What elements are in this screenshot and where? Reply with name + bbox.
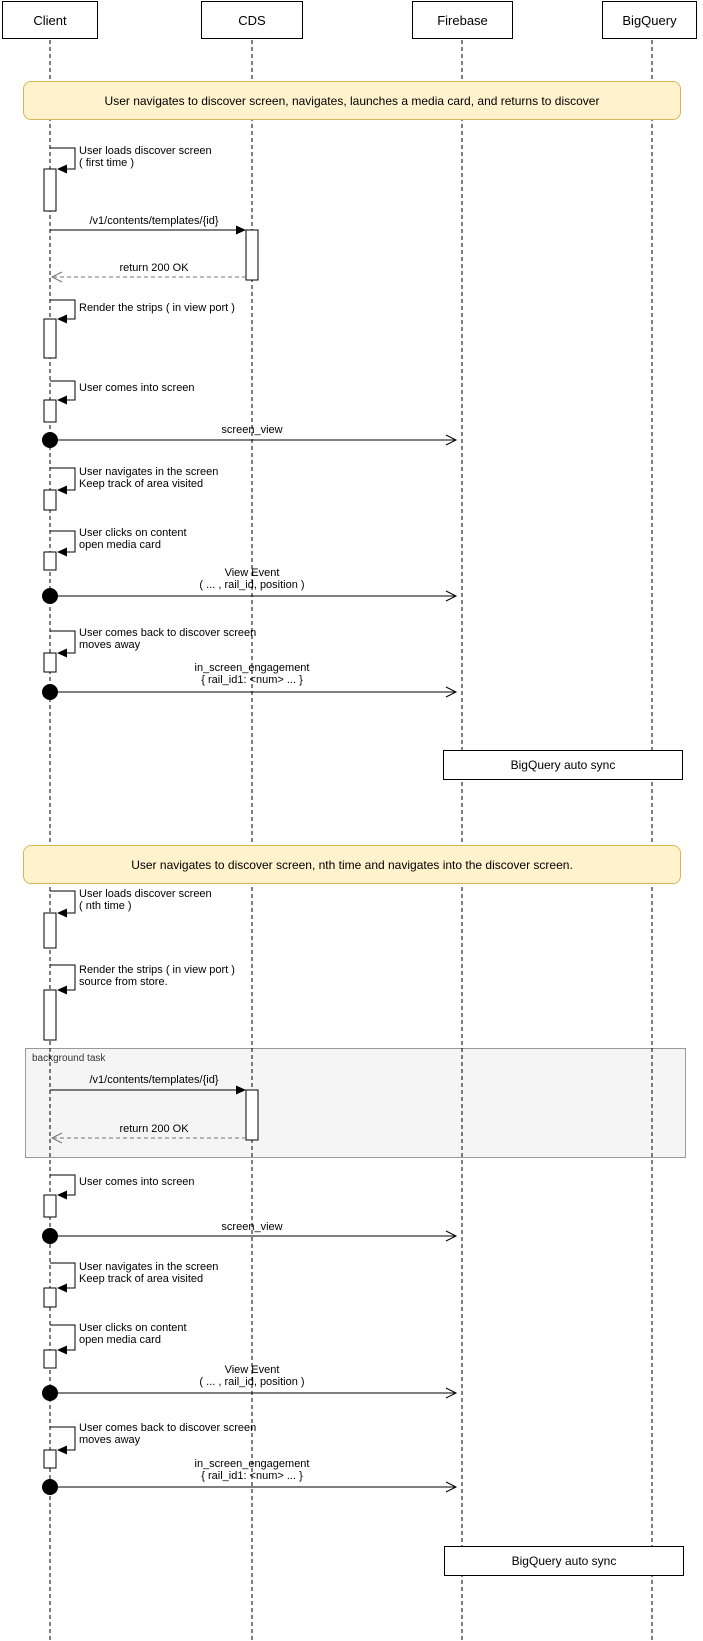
actor-client-label: Client: [33, 12, 67, 28]
label-api-return-1: return 200 OK: [119, 262, 189, 274]
activation-client-comes-back-2: [44, 1450, 56, 1468]
scenario-2-banner: [23, 845, 681, 884]
label-engagement-1: [195, 662, 310, 686]
label-view-event-2: [199, 1364, 304, 1388]
label-comes-back-1-line1: User comes back to discover screen: [79, 627, 257, 639]
label-comes-back-2-line2: moves away: [79, 1434, 141, 1446]
activation-client-render-2: [44, 990, 56, 1040]
label-navigates-2: [79, 1261, 218, 1285]
label-navigates-1-line1: User navigates in the screen: [79, 466, 219, 478]
scenario-1-banner: [23, 81, 681, 120]
activation-client-comes-back-1: [44, 653, 56, 672]
label-comes-back-2-line1: User comes back to discover screen: [79, 1422, 257, 1434]
label-comes-back-1-line2: moves away: [79, 639, 141, 651]
label-render-2-line2: source from store.: [79, 976, 168, 988]
label-engagement-1-line1: in_screen_engagement: [194, 662, 310, 674]
actor-firebase-label: Firebase: [437, 12, 488, 28]
arrowhead-api-call-2: [236, 1086, 246, 1095]
activation-client-navigates-1: [44, 490, 56, 510]
label-api-call-2: /v1/contents/templates/{id}: [89, 1074, 219, 1086]
activation-client-clicks-2: [44, 1350, 56, 1368]
label-view-event-2-line1: View Event: [224, 1364, 280, 1376]
label-view-event-1-line2: ( ... , rail_id, position ): [199, 579, 305, 591]
activation-client-render-1: [44, 319, 56, 358]
label-clicks-1-line2: open media card: [79, 539, 161, 551]
label-engagement-1-line2: { rail_id1: <num> ... }: [201, 674, 303, 686]
actor-cds-label: CDS: [238, 12, 266, 28]
activation-client-comes-into-2: [44, 1195, 56, 1217]
label-load-2-line1: User loads discover screen: [79, 888, 212, 900]
label-comes-back-1: [79, 627, 256, 651]
label-screen-view-2: screen_view: [221, 1221, 283, 1233]
label-view-event-2-line2: ( ... , rail_id, position ): [199, 1376, 305, 1388]
label-engagement-2-line1: in_screen_engagement: [194, 1458, 310, 1470]
background-task-label: background task: [32, 1053, 106, 1064]
scenario-2-banner-text: User navigates to discover screen, nth time and navigates into the discover screen.: [131, 857, 573, 872]
actor-bigquery-label: BigQuery: [622, 12, 677, 28]
label-engagement-2: [195, 1458, 310, 1482]
label-clicks-1-line1: User clicks on content: [79, 527, 187, 539]
label-load-1: [79, 145, 212, 169]
activation-client-comes-into-1: [44, 400, 56, 422]
label-navigates-2-line1: User navigates in the screen: [79, 1261, 219, 1273]
bigquery-auto-sync-box-2: [444, 1546, 684, 1576]
label-clicks-2: [79, 1322, 187, 1346]
arrowhead-api-call-1: [236, 226, 246, 235]
label-comes-into-1: User comes into screen: [79, 382, 195, 394]
label-clicks-1: [79, 527, 187, 551]
label-navigates-1-line2: Keep track of area visited: [79, 478, 204, 490]
label-api-call-1: /v1/contents/templates/{id}: [89, 215, 219, 227]
label-render-2: [79, 964, 235, 988]
label-engagement-2-line2: { rail_id1: <num> ... }: [201, 1470, 303, 1482]
label-view-event-1: [199, 567, 304, 591]
label-screen-view-1: screen_view: [221, 424, 283, 436]
activation-client-load-1: [44, 169, 56, 211]
label-load-1-line1: User loads discover screen: [79, 145, 212, 157]
activation-client-load-2: [44, 913, 56, 948]
label-load-2-line2: ( nth time ): [79, 900, 132, 912]
label-view-event-1-line1: View Event: [224, 567, 280, 579]
label-clicks-2-line2: open media card: [79, 1334, 161, 1346]
label-load-2: [79, 888, 212, 912]
bigquery-auto-sync-label-2: BigQuery auto sync: [511, 1554, 617, 1568]
label-load-1-line2: ( first time ): [79, 157, 134, 169]
bigquery-auto-sync-box-1: [443, 750, 683, 780]
label-navigates-2-line2: Keep track of area visited: [79, 1273, 204, 1285]
label-navigates-1: [79, 466, 218, 490]
activation-cds-1: [246, 230, 258, 280]
scenario-1-banner-text: User navigates to discover screen, navigates, launches a media card, and returns to discover: [104, 93, 600, 108]
label-render-1: Render the strips ( in view port ): [79, 302, 235, 314]
label-comes-into-2: User comes into screen: [79, 1176, 195, 1188]
bigquery-auto-sync-label-1: BigQuery auto sync: [510, 758, 616, 772]
activation-client-navigates-2: [44, 1288, 56, 1307]
label-render-2-line1: Render the strips ( in view port ): [79, 964, 235, 976]
activation-client-clicks-1: [44, 552, 56, 570]
label-comes-back-2: [79, 1422, 256, 1446]
label-clicks-2-line1: User clicks on content: [79, 1322, 187, 1334]
activation-cds-2: [246, 1090, 258, 1140]
label-api-return-2: return 200 OK: [119, 1123, 189, 1135]
